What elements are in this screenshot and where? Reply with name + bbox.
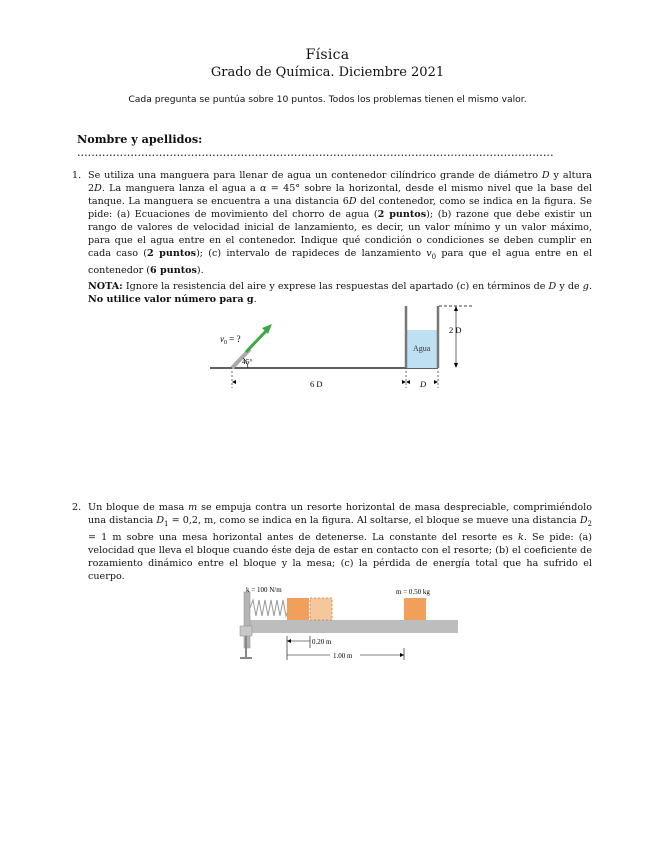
table: [246, 620, 458, 633]
mass-label: m = 0.50 kg: [396, 588, 430, 596]
spring-constant-label: k = 100 N/m: [246, 586, 282, 594]
distance-label: 6 D: [310, 379, 323, 389]
block-ghost: [310, 598, 332, 620]
name-label: Nombre y apellidos:: [77, 132, 203, 146]
problem-2-number: 2.: [72, 502, 82, 513]
exam-title: Física: [305, 47, 350, 63]
d1-label: 0.20 m: [312, 638, 332, 646]
block-final: [404, 598, 426, 620]
name-field: [77, 132, 655, 159]
angle-label: 45°: [242, 357, 253, 366]
scoring-note: Cada pregunta se puntúa sobre 10 puntos. Todos los problemas tienen el mismo valor.: [128, 94, 527, 105]
height-label: 2 D: [449, 325, 462, 335]
problem-1: [72, 169, 592, 306]
problem-1-text: Se utiliza una manguera para llenar de agua un contenedor cilíndrico grande de diámetro D y altura 2D. La manguera lanza el agua a α = 45° sobre la horizontal, desde el mismo nivel que la base del tanque. La manguera se encuentra a una distancia 6D del contenedor, como se indica en la figura. Se pide: (a) Ecuaciones de movimiento del chorro de agua (2 puntos); (b) razone que debe existir un rango de valores de velocidad inicial de lanzamiento, es decir, un valor mínimo y un valor máximo, para que el agua entre en el contenedor. Indique qué condición o condiciones se deben cumplir en cada caso (2 puntos); (c) intervalo de rapideces de lanzamiento $v_0$ para que el agua entre en el contenedor (6 puntos).: [88, 170, 593, 276]
water-label: Agua: [413, 344, 431, 353]
problem-2: [72, 501, 592, 583]
exam-subtitle: Grado de Química. Diciembre 2021: [210, 65, 445, 80]
v0-label: $v_0$ = ?: [220, 334, 241, 346]
name-dots: ......................................................................................................................................: [77, 146, 554, 159]
d2-label: 1.00 m: [333, 652, 353, 660]
diameter-label: D: [420, 379, 427, 389]
figure-1-hose-tank: [210, 300, 480, 395]
problem-2-text: Un bloque de masa m se empuja contra un resorte horizontal de masa despreciable, comprimiéndolo una distancia $D_1 = 0,2$, m, como se indica en la figura. Al soltarse, el bloque se mueve una distancia $D_2 = 1$ m sobre una mesa horizontal antes de detenerse. La constante del resorte es k. Se pide: (a) velocidad que lleva el bloque cuando éste deja de estar en contacto con el resorte; (b) el coeficiente de rozamiento dinámico entre el bloque y la mesa; (c) la pérdida de energía total que ha sufrido el cuerpo.: [88, 502, 593, 582]
problem-1-number: 1.: [72, 170, 82, 181]
block-compressed: [287, 598, 309, 620]
problem-1-note: NOTA: Ignore la resistencia del aire y exprese las respuestas del apartado (c) en términos de D y de g. No utilice valor número para g.: [88, 280, 593, 305]
figure-2-spring-block: [230, 582, 465, 667]
